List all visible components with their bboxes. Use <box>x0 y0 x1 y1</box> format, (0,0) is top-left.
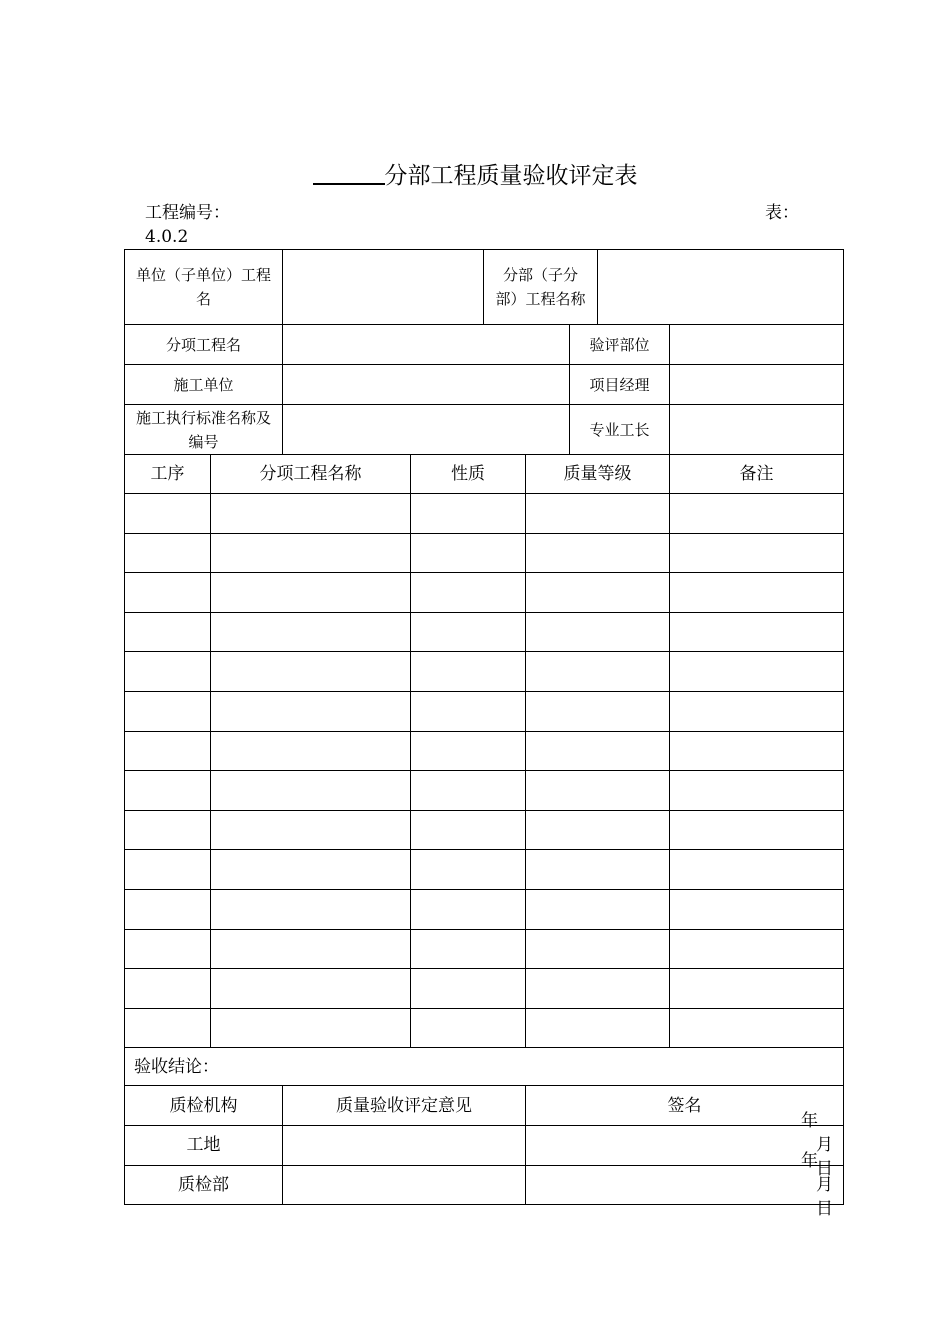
eval-part-label <box>569 324 670 365</box>
constructor-label-text: 施工单位 <box>173 375 234 394</box>
nature-header-text: 性质 <box>451 464 485 484</box>
signature-header-text: 签名 <box>667 1095 702 1116</box>
quality-grade-cell[interactable] <box>525 889 670 930</box>
remarks-cell[interactable] <box>669 691 844 732</box>
nature-cell[interactable] <box>410 493 526 534</box>
remarks-cell[interactable] <box>669 968 844 1009</box>
item-name-cell[interactable] <box>210 572 411 613</box>
manager-label-text: 项目经理 <box>589 375 650 394</box>
signature-input[interactable] <box>525 1150 844 1219</box>
item-name-input[interactable] <box>282 324 570 365</box>
process-cell[interactable] <box>124 572 211 613</box>
quality-grade-cell[interactable] <box>525 968 670 1009</box>
nature-cell[interactable] <box>410 572 526 613</box>
nature-cell[interactable] <box>410 849 526 890</box>
nature-cell[interactable] <box>410 770 526 811</box>
process-cell[interactable] <box>124 849 211 890</box>
quality-grade-cell[interactable] <box>525 651 670 692</box>
date-year-label: 年 <box>801 1150 818 1171</box>
process-cell[interactable] <box>124 770 211 811</box>
foreman-input[interactable] <box>669 404 844 455</box>
manager-label <box>569 364 670 405</box>
nature-cell[interactable] <box>410 889 526 930</box>
standard-label <box>124 404 283 455</box>
item-name-cell[interactable] <box>210 810 411 851</box>
quality-grade-cell[interactable] <box>525 493 670 534</box>
remarks-cell[interactable] <box>669 849 844 890</box>
remarks-cell[interactable] <box>669 770 844 811</box>
item-name-cell[interactable] <box>210 968 411 1009</box>
opinion-header-text: 质量验收评定意见 <box>336 1095 472 1116</box>
sub-part-label-text: 分部（子分部）工程名称 <box>495 266 586 308</box>
remarks-header-text: 备注 <box>739 464 774 484</box>
remarks-cell[interactable] <box>669 651 844 692</box>
item-name-cell[interactable] <box>210 929 411 970</box>
signature-date <box>786 1149 833 1221</box>
remarks-cell[interactable] <box>669 533 844 574</box>
eval-part-input[interactable] <box>669 324 844 365</box>
org-name <box>124 1165 283 1206</box>
date-day-label: 日 <box>816 1159 833 1180</box>
sub-part-label <box>483 249 598 325</box>
item-name-cell[interactable] <box>210 533 411 574</box>
evaluation-form-table <box>124 249 843 1219</box>
form-title-text: 分部工程质量验收评定表 <box>384 163 638 189</box>
unit-name-label-text: 单位（子单位）工程名 <box>135 266 271 308</box>
table-label: 表： <box>765 203 799 223</box>
sub-part-input[interactable] <box>597 249 844 325</box>
opinion-input[interactable] <box>282 1125 526 1166</box>
process-header-text: 工序 <box>150 464 185 484</box>
quality-grade-cell[interactable] <box>525 770 670 811</box>
nature-cell[interactable] <box>410 968 526 1009</box>
item-name-cell[interactable] <box>210 849 411 890</box>
project-no-label: 工程编号： <box>145 203 230 223</box>
quality-grade-cell[interactable] <box>525 572 670 613</box>
org-name-text: 质检部 <box>178 1174 229 1195</box>
org-name-text: 工地 <box>186 1135 221 1156</box>
quality-grade-cell[interactable] <box>525 810 670 851</box>
process-cell[interactable] <box>124 810 211 851</box>
nature-cell[interactable] <box>410 651 526 692</box>
remarks-header <box>669 454 844 494</box>
nature-cell[interactable] <box>410 810 526 851</box>
quality-grade-cell[interactable] <box>525 612 670 653</box>
process-cell[interactable] <box>124 533 211 574</box>
quality-grade-header-text: 质量等级 <box>563 464 632 484</box>
constructor-input[interactable] <box>282 364 570 405</box>
nature-cell[interactable] <box>410 533 526 574</box>
conclusion-label-text: 验收结论： <box>134 1056 219 1077</box>
nature-cell[interactable] <box>410 929 526 970</box>
item-name-header <box>210 454 411 494</box>
remarks-cell[interactable] <box>669 612 844 653</box>
item-name-cell[interactable] <box>210 770 411 811</box>
nature-cell[interactable] <box>410 612 526 653</box>
title-blank-line[interactable] <box>313 161 385 185</box>
remarks-cell[interactable] <box>669 731 844 772</box>
process-cell[interactable] <box>124 968 211 1009</box>
item-name-cell[interactable] <box>210 691 411 732</box>
quality-grade-header <box>525 454 670 494</box>
nature-header <box>410 454 526 494</box>
process-cell[interactable] <box>124 612 211 653</box>
quality-grade-cell[interactable] <box>525 731 670 772</box>
opinion-input[interactable] <box>282 1165 526 1206</box>
opinion-header <box>282 1085 526 1126</box>
date-year-label: 年 <box>801 1111 818 1132</box>
unit-name-label <box>124 249 283 325</box>
process-cell[interactable] <box>124 731 211 772</box>
item-name-cell[interactable] <box>210 731 411 772</box>
manager-input[interactable] <box>669 364 844 405</box>
item-name-header-text: 分项工程名称 <box>259 464 362 484</box>
item-name-label-text: 分项工程名 <box>165 335 241 354</box>
quality-grade-cell[interactable] <box>525 929 670 970</box>
date-day-label: 日 <box>816 1198 833 1219</box>
process-header <box>124 454 211 494</box>
quality-grade-cell[interactable] <box>525 691 670 732</box>
table-code: 4.0.2 <box>145 227 189 247</box>
conclusion-label[interactable] <box>124 1047 844 1086</box>
org-header-text: 质检机构 <box>169 1095 238 1116</box>
nature-cell[interactable] <box>410 1008 526 1049</box>
date-month-label: 月 <box>816 1174 833 1195</box>
process-cell[interactable] <box>124 929 211 970</box>
process-cell[interactable] <box>124 651 211 692</box>
item-name-cell[interactable] <box>210 493 411 534</box>
quality-grade-cell[interactable] <box>525 1008 670 1049</box>
remarks-cell[interactable] <box>669 929 844 970</box>
quality-grade-cell[interactable] <box>525 533 670 574</box>
process-cell[interactable] <box>124 691 211 732</box>
form-title <box>0 160 950 192</box>
nature-cell[interactable] <box>410 691 526 732</box>
standard-input[interactable] <box>282 404 570 455</box>
quality-grade-cell[interactable] <box>525 849 670 890</box>
eval-part-label-text: 验评部位 <box>589 335 650 354</box>
unit-name-input[interactable] <box>282 249 484 325</box>
foreman-label <box>569 404 670 455</box>
item-name-cell[interactable] <box>210 1008 411 1049</box>
org-name <box>124 1125 283 1166</box>
nature-cell[interactable] <box>410 731 526 772</box>
process-cell[interactable] <box>124 889 211 930</box>
process-cell[interactable] <box>124 493 211 534</box>
constructor-label <box>124 364 283 405</box>
item-name-cell[interactable] <box>210 612 411 653</box>
standard-label-text: 施工执行标准名称及编号 <box>135 408 271 451</box>
date-month-label: 月 <box>816 1135 833 1156</box>
remarks-cell[interactable] <box>669 810 844 851</box>
remarks-cell[interactable] <box>669 493 844 534</box>
foreman-label-text: 专业工长 <box>589 420 650 439</box>
remarks-cell[interactable] <box>669 889 844 930</box>
org-header <box>124 1085 283 1126</box>
process-cell[interactable] <box>124 1008 211 1049</box>
remarks-cell[interactable] <box>669 1008 844 1049</box>
item-name-label <box>124 324 283 365</box>
item-name-cell[interactable] <box>210 651 411 692</box>
item-name-cell[interactable] <box>210 889 411 930</box>
remarks-cell[interactable] <box>669 572 844 613</box>
